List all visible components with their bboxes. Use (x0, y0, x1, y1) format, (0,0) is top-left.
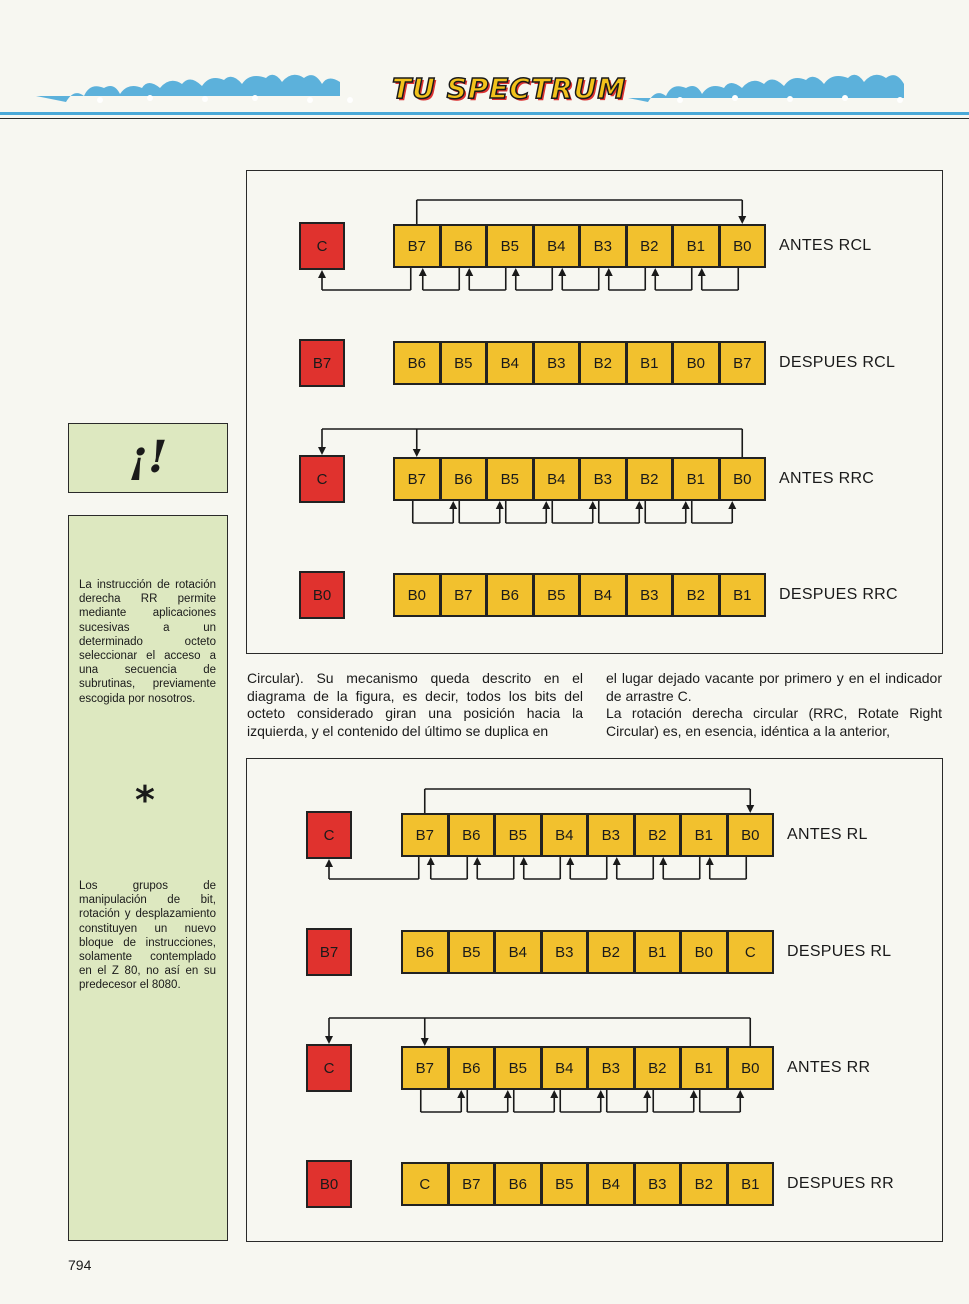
bottom-arrow-head (325, 1036, 333, 1044)
bottom-bit-cell: B3 (587, 1046, 635, 1090)
bottom-bit-cell: B5 (494, 813, 542, 857)
bottom-bit-cell: B4 (541, 1046, 589, 1090)
top-bit-cell: B3 (579, 457, 627, 501)
bottom-arrow-head (550, 1090, 558, 1098)
bottom-arrow-head (520, 857, 528, 865)
top-bit-cell: B2 (626, 457, 674, 501)
bottom-row-label: DESPUES RR (787, 1175, 895, 1192)
body-paragraph-3: La rotación derecha circular (RRC, Rotate Right Circular) es, en esencia, idéntica a la anterior, (606, 705, 942, 739)
bottom-bit-cell: B0 (680, 930, 728, 974)
top-bit-cell: B3 (579, 224, 627, 268)
top-bit-cell: B7 (393, 457, 441, 501)
star-icon: * (135, 778, 155, 822)
top-bit-cell: B5 (486, 457, 534, 501)
top-bit-cell: B1 (626, 341, 674, 385)
top-bit-cell: B0 (719, 457, 767, 501)
top-bit-cell: B1 (672, 457, 720, 501)
bottom-bit-cell: B7 (401, 1046, 449, 1090)
top-carry-flag: C (299, 455, 345, 503)
top-bit-cell: B6 (393, 341, 441, 385)
bottom-bit-cell: B4 (587, 1162, 635, 1206)
top-bit-cell: B3 (626, 573, 674, 617)
bottom-arrow-head (473, 857, 481, 865)
bottom-arrow-head (706, 857, 714, 865)
bottom-bit-cell: C (727, 930, 775, 974)
bottom-bit-cell: B6 (401, 930, 449, 974)
body-paragraph-1: Circular). Su mecanismo queda descrito en el diagrama de la figura, es decir, todos los bits del octeto considerado giran una posición hacia la izquierda, y el contenido del último se duplica en (247, 670, 583, 739)
top-bit-cell: B1 (672, 224, 720, 268)
top-bit-cell: B7 (719, 341, 767, 385)
top-carry-flag: B7 (299, 339, 345, 387)
bottom-carry-flag: B0 (306, 1160, 352, 1208)
top-bit-cell: B5 (440, 341, 488, 385)
bottom-bit-cell: B5 (448, 930, 496, 974)
top-bit-cell: B2 (672, 573, 720, 617)
bottom-row-label: DESPUES RL (787, 943, 892, 960)
body-paragraph-2: el lugar dejado vacante por primero y en el indicador de arrastre C. (606, 670, 942, 704)
bottom-arrow-head (746, 805, 754, 813)
bottom-bit-cell: B1 (680, 813, 728, 857)
bottom-bit-cell: B1 (634, 930, 682, 974)
top-bit-cell: B0 (719, 224, 767, 268)
top-row-label: DESPUES RCL (779, 354, 896, 371)
bottom-bit-cell: B7 (448, 1162, 496, 1206)
sidebar-note-2: Los grupos de manipulación de bit, rotación y desplazamiento constituyen un nuevo bloque de instrucciones, solamente contemplado en el Z 80, no así en su predecesor el 8080. (79, 880, 216, 992)
bottom-bit-cell: B3 (587, 813, 635, 857)
top-bit-cell: B1 (719, 573, 767, 617)
bottom-bit-cell: B6 (448, 1046, 496, 1090)
bottom-arrow-head (427, 857, 435, 865)
page-number: 794 (68, 1257, 92, 1273)
exclaim-mark: ¡! (128, 432, 168, 483)
bottom-arrow-head (457, 1090, 465, 1098)
top-bit-cell: B4 (533, 224, 581, 268)
bottom-carry-flag: B7 (306, 928, 352, 976)
top-bit-cell: B4 (486, 341, 534, 385)
top-bit-cell: B0 (393, 573, 441, 617)
bottom-bit-cell: B2 (634, 1046, 682, 1090)
bottom-bit-cell: B4 (494, 930, 542, 974)
bottom-arrow-head (613, 857, 621, 865)
top-bit-cell: B0 (672, 341, 720, 385)
bottom-arrow-head (659, 857, 667, 865)
top-bit-cell: B5 (486, 224, 534, 268)
sidebar-note-1: La instrucción de rotación derecha RR permite mediante aplicaciones sucesivas a un determinado octeto seleccionar el acceso a una secuencia de subrutinas, previamente escogida por nosotros. (79, 579, 216, 705)
bottom-bit-cell: B7 (401, 813, 449, 857)
bottom-bit-cell: B6 (448, 813, 496, 857)
bottom-arrow-head (597, 1090, 605, 1098)
bottom-arrow-head (504, 1090, 512, 1098)
top-bit-cell: B6 (440, 224, 488, 268)
bottom-bit-cell: B0 (727, 1046, 775, 1090)
top-row-label: DESPUES RRC (779, 586, 898, 603)
bottom-carry-flag: C (306, 1044, 352, 1092)
top-bit-cell: B3 (533, 341, 581, 385)
bottom-row-label: ANTES RL (787, 826, 868, 843)
top-bit-cell: B5 (533, 573, 581, 617)
bottom-row-label: ANTES RR (787, 1059, 871, 1076)
bottom-bit-cell: B4 (541, 813, 589, 857)
bottom-bit-cell: B5 (541, 1162, 589, 1206)
bottom-bit-cell: B5 (494, 1046, 542, 1090)
top-carry-flag: B0 (299, 571, 345, 619)
top-bit-cell: B6 (486, 573, 534, 617)
page-title: TU SPECTRUM (392, 72, 627, 105)
bottom-bit-cell: B2 (634, 813, 682, 857)
bottom-arrow-head (736, 1090, 744, 1098)
bottom-bit-cell: B2 (587, 930, 635, 974)
bottom-carry-flag: C (306, 811, 352, 859)
top-row-label: ANTES RCL (779, 237, 872, 254)
top-bit-cell: B7 (440, 573, 488, 617)
bottom-arrow-head (566, 857, 574, 865)
bottom-bit-cell: B1 (680, 1046, 728, 1090)
bottom-arrow-head (643, 1090, 651, 1098)
bottom-arrow-head (421, 1038, 429, 1046)
top-row-label: ANTES RRC (779, 470, 875, 487)
bottom-arrow-head (325, 859, 333, 867)
bottom-bit-cell: B1 (727, 1162, 775, 1206)
top-carry-flag: C (299, 222, 345, 270)
bottom-bit-cell: B3 (541, 930, 589, 974)
top-bit-cell: B6 (440, 457, 488, 501)
bottom-bit-cell: B0 (727, 813, 775, 857)
bottom-bit-cell: C (401, 1162, 449, 1206)
bottom-bit-cell: B3 (634, 1162, 682, 1206)
top-bit-cell: B4 (579, 573, 627, 617)
bottom-arrow-head (690, 1090, 698, 1098)
bottom-bit-cell: B6 (494, 1162, 542, 1206)
top-bit-cell: B4 (533, 457, 581, 501)
top-bit-cell: B2 (626, 224, 674, 268)
top-bit-cell: B2 (579, 341, 627, 385)
top-bit-cell: B7 (393, 224, 441, 268)
bottom-bit-cell: B2 (680, 1162, 728, 1206)
